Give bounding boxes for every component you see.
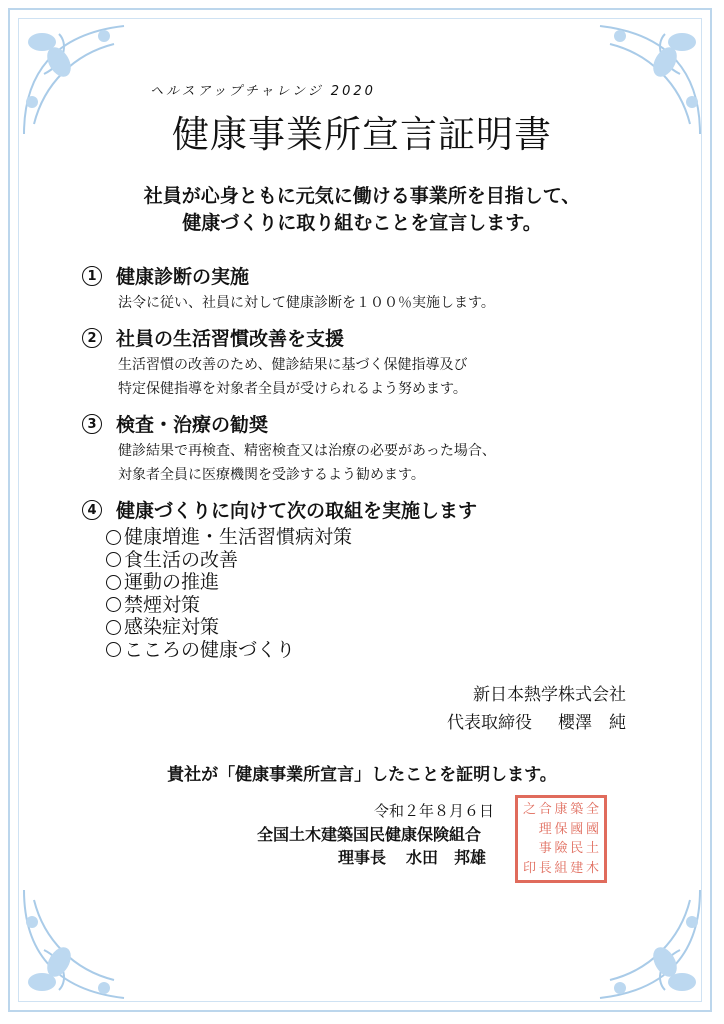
item-3-line-1: 健診結果で再検査、精密検査又は治療の必要があった場合、 xyxy=(118,443,496,459)
item-number-3: 3 xyxy=(82,414,102,434)
item-2-line-1: 生活習慣の改善のため、健診結果に基づく保健指導及び xyxy=(118,357,468,373)
representative-title: 代表取締役 xyxy=(447,713,532,733)
intro-line-2: 健康づくりに取り組むことを宣言します。 xyxy=(182,212,542,234)
initiative-item: 食生活の改善 xyxy=(106,549,352,572)
issuing-association: 全国土木建築国民健康保険組合 xyxy=(257,825,482,844)
intro-line-1: 社員が心身ともに元気に働ける事業所を目指して、 xyxy=(143,185,581,207)
corner-ornament-bottom-right xyxy=(580,880,710,1010)
initiative-item: 感染症対策 xyxy=(106,616,352,639)
item-2-line-2: 特定保健指導を対象者全員が受けられるよう努めます。 xyxy=(118,381,467,397)
circle-bullet-icon xyxy=(106,575,121,590)
representative-name: 櫻澤 純 xyxy=(558,713,626,733)
item-number-1: 1 xyxy=(82,266,102,286)
circle-bullet-icon xyxy=(106,620,121,635)
page-title: 健康事業所宣言証明書 xyxy=(172,113,552,156)
certification-statement: 貴社が「健康事業所宣言」したことを証明します。 xyxy=(167,765,557,785)
item-1-line-1: 法令に従い、社員に対して健康診断を１００％実施します。 xyxy=(118,295,495,311)
declaration-item-3 xyxy=(82,410,496,487)
chair-title: 理事長 xyxy=(338,848,387,867)
intro-statement xyxy=(0,183,724,237)
initiative-item: 健康増進・生活習慣病対策 xyxy=(106,526,352,549)
item-heading-4: 健康づくりに向けて次の取組を実施します xyxy=(116,500,478,522)
seal-column: 築 國 民 建 xyxy=(570,802,584,876)
corner-ornament-bottom-left xyxy=(14,880,144,1010)
item-number-2: 2 xyxy=(82,328,102,348)
initiative-item: 運動の推進 xyxy=(106,571,352,594)
initiative-item: こころの健康づくり xyxy=(106,639,352,662)
chairman-signature-line xyxy=(338,845,486,868)
seal-column: 康 保 險 組 xyxy=(554,802,568,876)
issue-date: 令和２年８月６日 xyxy=(374,802,495,820)
seal-column: 全 國 土 木 xyxy=(585,802,599,876)
company-name: 新日本熱学株式会社 xyxy=(473,685,626,705)
official-seal-stamp xyxy=(515,795,607,883)
item-heading-2: 社員の生活習慣改善を支援 xyxy=(116,328,345,350)
item-number-4: 4 xyxy=(82,500,102,520)
circle-bullet-icon xyxy=(106,530,121,545)
seal-column: 之 印 xyxy=(523,802,537,876)
circle-bullet-icon xyxy=(106,642,121,657)
initiative-item: 禁煙対策 xyxy=(106,594,352,617)
declaration-item-1 xyxy=(82,262,495,315)
declaration-item-2 xyxy=(82,324,467,401)
initiative-list xyxy=(106,526,352,661)
challenge-subtitle: ヘルスアップチャレンジ 2020 xyxy=(150,84,376,99)
circle-bullet-icon xyxy=(106,552,121,567)
chair-name: 水田 邦雄 xyxy=(406,848,487,867)
seal-characters xyxy=(523,803,599,875)
item-heading-3: 検査・治療の勧奨 xyxy=(116,414,269,436)
item-heading-1: 健康診断の実施 xyxy=(116,266,250,288)
company-representative xyxy=(447,708,626,733)
seal-column: 合 理 事 長 xyxy=(538,802,552,876)
item-3-line-2: 対象者全員に医療機関を受診するよう勧めます。 xyxy=(118,467,425,483)
declaration-item-4 xyxy=(82,496,477,523)
circle-bullet-icon xyxy=(106,597,121,612)
